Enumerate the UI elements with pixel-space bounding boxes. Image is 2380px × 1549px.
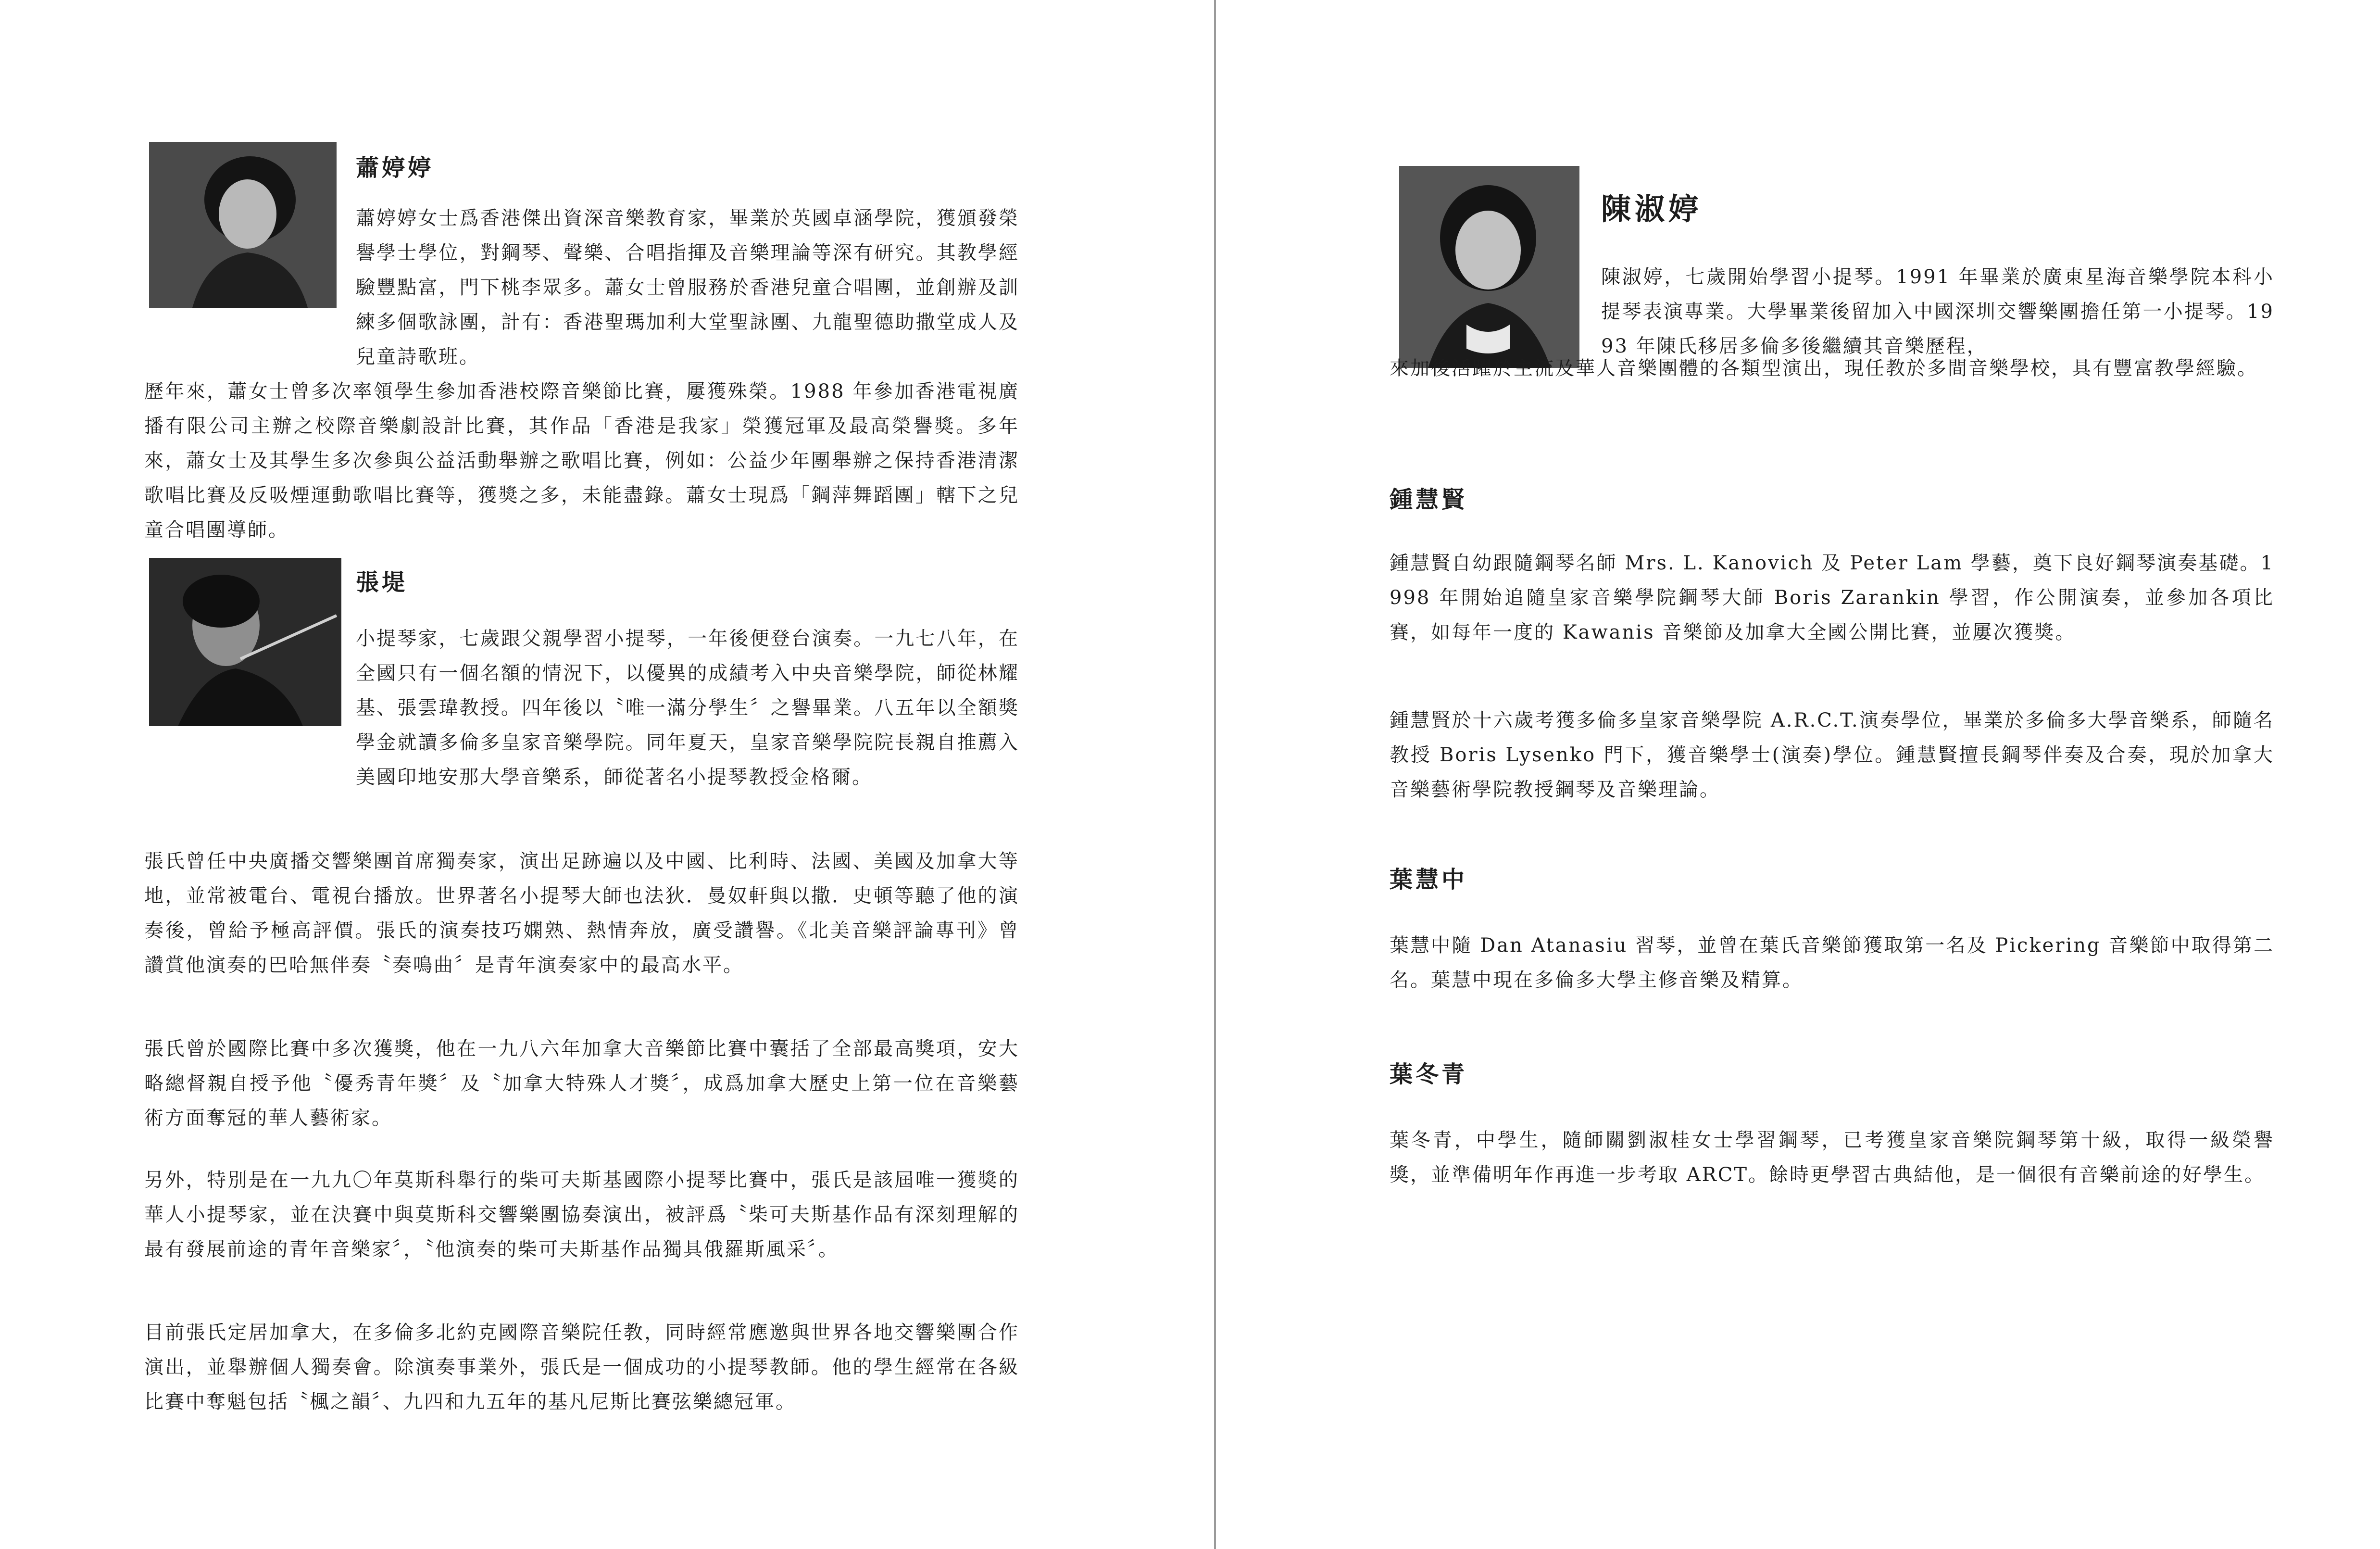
name-yip-wai-chung: 葉慧中 (1390, 866, 1468, 893)
name-hsiao: 蕭婷婷 (356, 154, 434, 181)
bio-chen-full: 來加後活躍於主流及華人音樂團體的各類型演出，現任教於多間音樂學校，具有豐富教學經驗。 (1390, 357, 2258, 379)
name-chung: 鍾慧賢 (1390, 486, 1468, 513)
bio-hsiao-full: 歷年來，蕭女士曾多次率領學生參加香港校際音樂節比賽，屢獲殊榮。1988 年參加香港電視廣播有限公司主辦之校際音樂劇設計比賽，其作品「香港是我家」榮獲冠軍及最高榮譽獎。多年來，蕭女士及其學生多次參與公益活動舉辦之歌唱比賽，例如：公益少年團舉辦之保持香港清潔歌唱比賽及反吸煙運動歌唱比賽等，獲獎之多，未能盡錄。蕭女士現爲「鋼萍舞蹈團」轄下之兒童合唱團導師。 (144, 380, 1019, 541)
bio-yip-tung-ching: 葉冬青，中學生，隨師關劉淑桂女士學習鋼琴，已考獲皇家音樂院鋼琴第十級，取得一級榮譽獎，並準備明年作再進一步考取 ARCT。餘時更學習古典結他，是一個很有音樂前途的好學生。 (1390, 1129, 2274, 1186)
portrait-chen-figure (1399, 166, 1579, 368)
name-zhang: 張堤 (356, 569, 408, 596)
portrait-zhang (149, 558, 341, 726)
portrait-hsiao-figure (149, 142, 337, 308)
book-spine (1214, 0, 1216, 1549)
bio-hsiao-wrap: 蕭婷婷女士爲香港傑出資深音樂教育家，畢業於英國卓涵學院，獲頒發榮譽學士學位，對鋼琴、聲樂、合唱指揮及音樂理論等深有研究。其教學經驗豐點富，門下桃李眾多。蕭女士曾服務於香港兒童合唱團，並創辦及訓練多個歌詠團，計有：香港聖瑪加利大堂聖詠團、九龍聖德助撒堂成人及兒童詩歌班。 (356, 207, 1019, 368)
bio-chung-p1: 鍾慧賢自幼跟隨鋼琴名師 Mrs. L. Kanovich 及 Peter Lam 學藝，奠下良好鋼琴演奏基礎。1998 年開始追隨皇家音樂學院鋼琴大師 Boris Zarankin 學習，作公開演奏，並參加各項比賽，如每年一度的 Kawanis 音樂節及加拿大全國公開比賽，並屢次獲獎。 (1390, 552, 2274, 643)
bio-zhang-p5: 目前張氏定居加拿大，在多倫多北約克國際音樂院任教，同時經常應邀與世界各地交響樂團合作演出，並舉辦個人獨奏會。除演奏事業外，張氏是一個成功的小提琴教師。他的學生經常在各級比賽中奪魁包括〝楓之韻〞、九四和九五年的基凡尼斯比賽弦樂總冠軍。 (144, 1322, 1019, 1413)
portrait-hsiao (149, 142, 337, 308)
bio-zhang-p3: 張氏曾於國際比賽中多次獲獎，他在一九八六年加拿大音樂節比賽中囊括了全部最高獎項，安大略總督親自授予他〝優秀青年獎〞及〝加拿大特殊人才獎〞，成爲加拿大歷史上第一位在音樂藝術方面奪冠的華人藝術家。 (144, 1038, 1019, 1129)
bio-zhang-p4: 另外，特別是在一九九〇年莫斯科舉行的柴可夫斯基國際小提琴比賽中，張氏是該屆唯一獲獎的華人小提琴家，並在決賽中與莫斯科交響樂團協奏演出，被評爲〝柴可夫斯基作品有深刻理解的最有發展前途的青年音樂家〞，〝他演奏的柴可夫斯基作品獨具俄羅斯風采〞。 (144, 1169, 1019, 1260)
right-page (1390, 0, 2274, 1549)
name-chen: 陳淑婷 (1601, 191, 1703, 227)
portrait-zhang-figure (149, 558, 341, 726)
bio-zhang-wrap: 小提琴家，七歲跟父親學習小提琴，一年後便登台演奏。一九七八年，在全國只有一個名額的情況下，以優異的成績考入中央音樂學院，師從林耀基、張雲瑋教授。四年後以〝唯一滿分學生〞之譽畢業。八五年以全額獎學金就讀多倫多皇家音樂學院。同年夏天，皇家音樂學院院長親自推薦入美國印地安那大學音樂系，師從著名小提琴教授金格爾。 (356, 628, 1019, 788)
portrait-chen (1399, 166, 1579, 368)
bio-zhang-p2: 張氏曾任中央廣播交響樂團首席獨奏家，演出足跡遍以及中國、比利時、法國、美國及加拿大等地，並常被電台、電視台播放。世界著名小提琴大師也法狄．曼奴軒與以撒．史頓等聽了他的演奏後，曾給予極高評價。張氏的演奏技巧嫻熟、熱情奔放，廣受讚譽。《北美音樂評論專刊》曾讚賞他演奏的巴哈無伴奏〝奏鳴曲〞是青年演奏家中的最高水平。 (144, 850, 1019, 976)
bio-chung-p2: 鍾慧賢於十六歲考獲多倫多皇家音樂學院 A.R.C.T.演奏學位，畢業於多倫多大學音樂系，師隨名教授 Boris Lysenko 門下，獲音樂學士(演奏)學位。鍾慧賢擅長鋼琴伴奏及合奏，現於加拿大音樂藝術學院教授鋼琴及音樂理論。 (1390, 709, 2274, 801)
bio-chen-wrap: 陳淑婷，七歲開始學習小提琴。1991 年畢業於廣東星海音樂學院本科小提琴表演專業。大學畢業後留加入中國深圳交響樂團擔任第一小提琴。1993 年陳氏移居多倫多後繼續其音樂歷程， (1601, 266, 2274, 357)
left-page (144, 0, 1019, 1549)
bio-yip-wai-chung: 葉慧中隨 Dan Atanasiu 習琴，並曾在葉氏音樂節獲取第一名及 Pickering 音樂節中取得第二名。葉慧中現在多倫多大學主修音樂及精算。 (1390, 934, 2274, 991)
name-yip-tung-ching: 葉冬青 (1390, 1061, 1468, 1088)
